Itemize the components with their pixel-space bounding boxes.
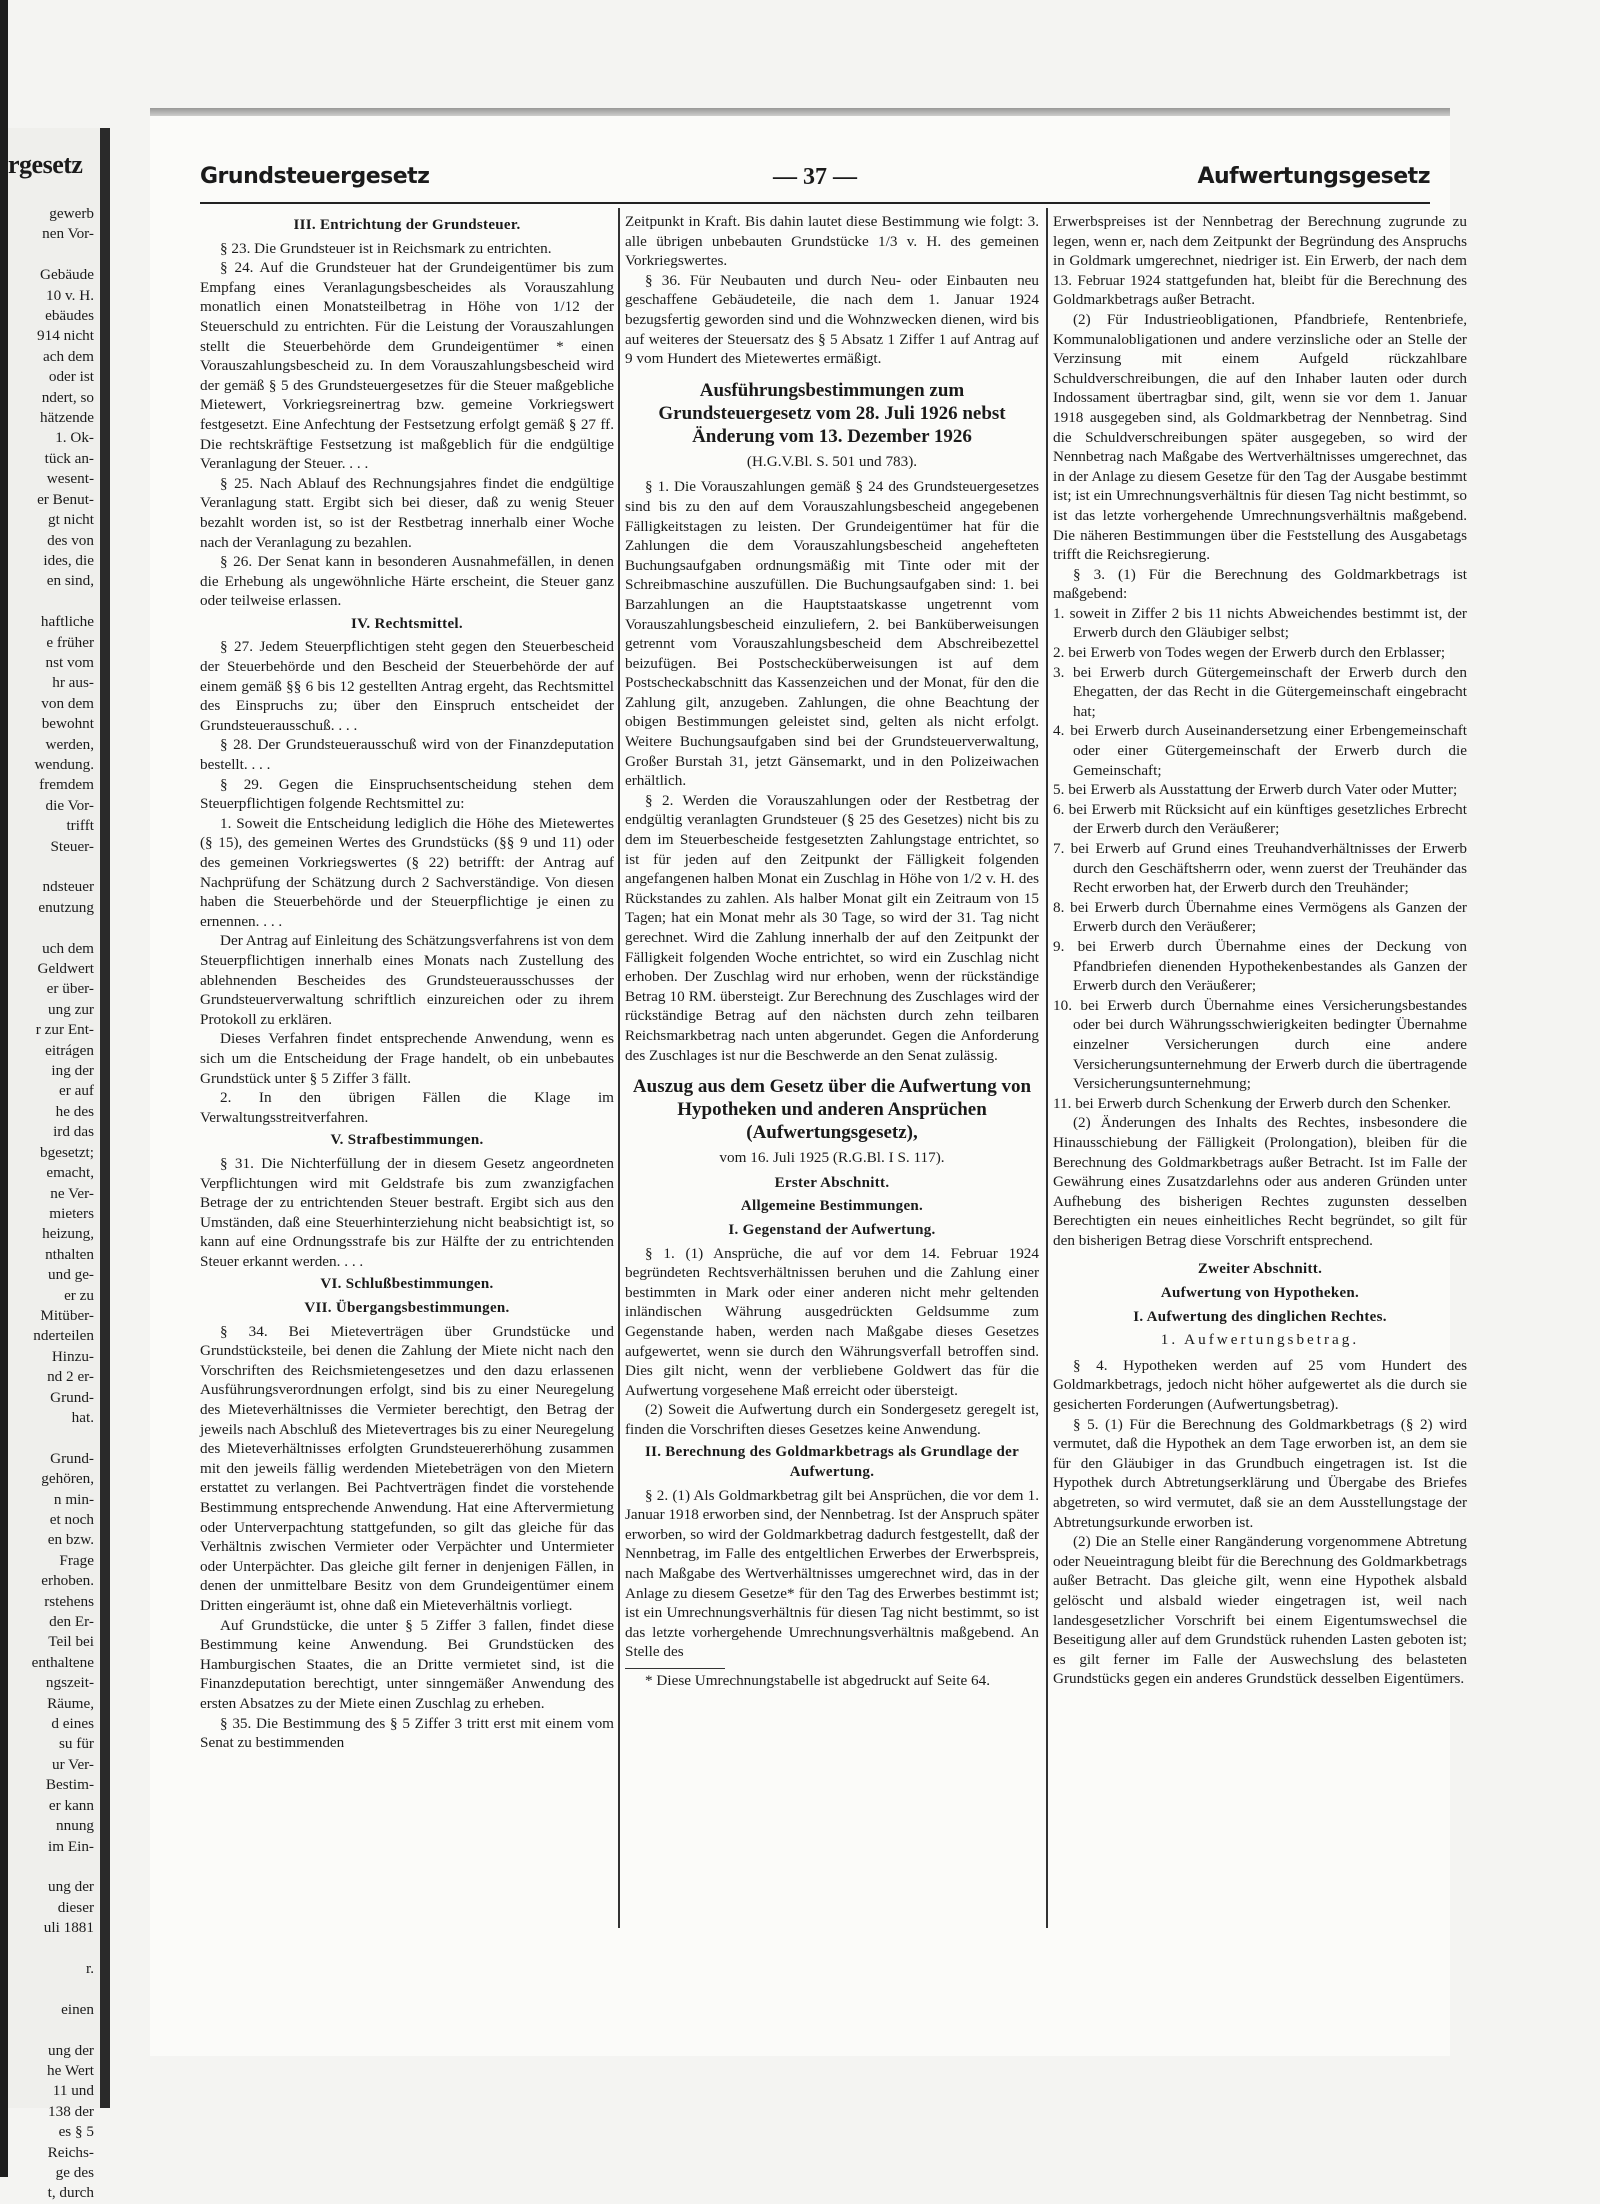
previous-page-line — [8, 1857, 94, 1877]
previous-page-line: tück an- — [44, 449, 94, 467]
previous-page-line: he des — [55, 1102, 94, 1120]
section-heading: Zweiter Abschnitt. — [1197, 1261, 1323, 1278]
previous-page-line: erhoben. — [41, 1572, 94, 1590]
previous-page-line: ngszeit- — [45, 1674, 94, 1692]
paragraph: § 2. Werden die Vorauszahlungen oder der Restbetrag der endgültig veranlagten Grundsteuer (§ 25 des Gesetzes) nicht bis zu dem im Steuerbescheide festgesetzten Zahlungstage entrichtet, so ist für jeden auf den Zeitpunkt der Fälligkeit folgenden angefangenen halben Monat ein Zuschlag in Höhe von 1/2 v. H. des Rückstandes zu zahlen. Als halber Monat gilt ein Zeitraum von 15 Tagen; hat ein Monat mehr als 30 Tage, so wird der 31. Tag nicht gerechnet. Wird die Zahlung innerhalb der auf den Zeitpunkt der Fälligkeit folgenden Woche entrichtet, so wird ein Zuschlag nicht erhoben. Der Zuschlag wird nur erhoben, wenn der rückständige Betrag 10 RM. übersteigt. Zur Berechnung des Zuschlages wird der rückständige Betrag auf den nächsten durch zehn teilbaren Reichsmarkbetrag nach unten abgerundet. Gegen die Anforderung des Zuschlages ist nur die Beschwerde an den Senat zulässig. — [625, 791, 1039, 1064]
section-heading: Erster Abschnitt. — [774, 1174, 890, 1191]
previous-page-line: mieters — [49, 1204, 94, 1222]
previous-page-line: et noch — [49, 1511, 94, 1528]
list-item: 1. soweit in Ziffer 2 bis 11 nichts Abweichendes bestimmt ist, der Erwerb durch den Gläubiger selbst; — [1053, 604, 1467, 642]
previous-page-line: en sind, — [46, 572, 94, 590]
previous-page-line: hätzende — [40, 409, 94, 427]
previous-page-line: emacht, — [46, 1164, 94, 1182]
previous-page-line: dieser — [57, 1898, 94, 1916]
previous-page-edge — [8, 128, 110, 2202]
previous-page-line: t, durch — [47, 2184, 94, 2202]
enumerated-list — [1053, 604, 1467, 1113]
section-heading: I. Aufwertung des dinglichen Rechtes. — [1133, 1308, 1387, 1325]
previous-page-line: Grund- — [50, 1388, 94, 1406]
column-1 — [200, 212, 614, 1753]
previous-page-line: nthalten — [45, 1245, 94, 1263]
previous-page-line: rstehens — [44, 1592, 94, 1610]
paragraph: (2) Soweit die Aufwertung durch ein Sondergesetz geregelt ist, finden die Vorschriften dieses Gesetzes keine Anwendung. — [625, 1401, 1039, 1438]
subsection-heading: 1. Aufwertungsbetrag. — [1160, 1331, 1360, 1349]
previous-page-line — [8, 1939, 94, 1959]
previous-page-line: heizung, — [42, 1225, 94, 1243]
previous-page-line: eitrágen — [45, 1041, 94, 1059]
paragraph: § 1. (1) Ansprüche, die auf vor dem 14. Februar 1924 begründeten Rechtsverhältnissen beruhen und die Zahlung einer bestimmten in Mark oder einer anderen nicht mehr geltenden inländischen Währung ausgedrückten Geldsumme zum Gegenstande haben, werden nach Maßgabe dieses Gesetzes aufgewertet, wenn sie durch den Währungsverfall betroffen sind. Dies gilt nicht, wenn der verbliebene Goldwert das für die Aufwertung vorgesehene Maß erreicht oder übersteigt. — [625, 1244, 1039, 1399]
paragraph: § 4. Hypotheken werden auf 25 vom Hundert des Goldmarkbetrags, jedoch nicht höher aufgewertet als die durch sie gesicherten Forderungen (Aufwertungsbetrag). — [1053, 1356, 1467, 1414]
previous-page-line: bewohnt — [41, 715, 94, 733]
previous-page-line: bgesetzt; — [40, 1143, 94, 1161]
paragraph: 2. In den übrigen Fällen die Klage im Verwaltungsstreitverfahren. — [200, 1089, 614, 1126]
paragraph: § 2. (1) Als Goldmarkbetrag gilt bei Ansprüchen, die vor dem 1. Januar 1918 erworben sind, der Nennbetrag. Ist der Anspruch später erworben, so wird der Goldmarkbetrag dadurch festgestellt, daß der Nennbetrag, im Falle des entgeltlichen Erwerbes der Erwerbspreis, nach Maßgabe des Wertverhältnisses umgerechnet wird, das in der Anlage zu diesem Gesetze* für den Tag des Erwerbes bestimmt ist; ist ein Umrechnungsverhältnis für diesen Tag nicht bestimmt, so ist das letzte vorhergehende Umrechnungsverhältnis maßgebend. An Stelle des — [625, 1486, 1039, 1661]
previous-page-line: 10 v. H. — [46, 286, 94, 304]
previous-page-line: ird das — [53, 1123, 94, 1141]
previous-page-line: gewerb — [49, 205, 94, 222]
previous-page-line: Reichs- — [47, 2143, 94, 2161]
previous-page-line: werden, — [45, 735, 94, 753]
column-rule — [1046, 208, 1048, 1928]
paragraph: 1. Soweit die Entscheidung lediglich die Höhe des Mietewertes (§ 15), des gemeinen Wertes des Grundstücks (§§ 9 und 11) oder des gemeinen Vorkriegswertes (§ 22) betrifft: der Antrag auf Nachprüfung der Schätzung durch 2 Sachverständige. Von diesen haben die Steuerbehörde und der Steuerpflichtige je einen zu ernennen. . . . — [200, 814, 614, 930]
previous-page-line: 11 und — [52, 2082, 94, 2100]
column-3 — [1053, 212, 1467, 1689]
page-number: — 37 — — [773, 164, 857, 190]
previous-page-line: nnung — [56, 1817, 94, 1835]
paragraph: § 34. Bei Mieteverträgen über Grundstücke und Grundstücksteile, bei denen die Zahlung der Miete nicht nach den Vorschriften des Reichsmietengesetzes und den dazu erlassenen Ausführungsverordnungen erfolgt, sind bis zu einer Neuregelung des Mieteverhältnisses die Vermieter berechtigt, den Betrag der jeweils nach Abschluß des Mietevertrages bis zu einer Neuregelung des Mieteverhältnisses erfolgten Grundsteuererhöhung zusammen mit den jeweils fällig werdenden Mietebeträgen von den Mietern erstattet zu verlangen. Bei Pachtverträgen findet die vorstehende Bestimmung entsprechende Anwendung. Hat eine Aftervermietung oder Unterverpachtung stattgefunden, so gilt das gleiche für das Verhältnis zwischen Vermieter oder Verpächter und Untermieter oder Unterpächter. Das gleiche gilt ferner in denjenigen Fällen, in denen der unmittelbare Besitz von dem Grundeigentümer einem Dritten eingeräumt ist, ohne daß ein Mieteverhältnis vorliegt. — [200, 1322, 614, 1614]
paragraph: (2) Die an Stelle einer Rangänderung vorgenommene Abtretung oder Neueintragung bleibt für die Berechnung des Goldmarkbetrags außer Betracht. Das gleiche gilt, wenn eine Hypothek alsbald gelöscht und alsbald wieder eingetragen ist, weil nach landesgesetzlicher Vorschrift bei einem Eigentumswechsel die Beseitigung aller auf dem Grundstück ruhenden Lasten geboten ist; es gilt ferner im Falle der Auswechslung des belasteten Grundstücks gegen ein anderes Grundstück desselben Eigentümers. — [1053, 1533, 1467, 1688]
previous-page-line — [8, 2020, 94, 2040]
previous-page-line: Gebäude — [40, 266, 94, 284]
running-head — [200, 164, 1430, 204]
paragraph: § 24. Auf die Grundsteuer hat der Grundeigentümer bis zum Empfang eines Veranlagungsbescheides als Vorauszahlung monatlich einen Monatsteilbetrag in Höhe von 1/12 der Steuerschuld zu entrichten. Für die Leistung der Vorauszahlungen stellt die Steuerbehörde dem Grundeigentümer * einen Vorauszahlungsbescheid zu. In dem Vorauszahlungsbescheid wird der gemäß § 5 des Grundsteuergesetzes für die Steuer maßgebliche Mietewert, Vorkriegsreinertrag bzw. gemeine Vorkriegswert festgesetzt. Eine Anfechtung der Festsetzung erfolgt gemäß § 27 ff. Die rechtskräftige Festsetzung ist maßgeblich für die endgültige Veranlagung der Steuer. . . . — [200, 259, 614, 473]
source-citation: (H.G.V.Bl. S. 501 und 783). — [746, 452, 918, 470]
paragraph: § 3. (1) Für die Berechnung des Goldmarkbetrags ist maßgebend: — [1053, 565, 1467, 603]
previous-page-line: er Benut- — [37, 490, 94, 508]
section-heading: V. Strafbestimmungen. — [330, 1132, 484, 1149]
section-heading: Aufwertung von Hypotheken. — [1160, 1285, 1360, 1302]
previous-page-line: ndsteuer — [42, 878, 94, 896]
list-item: 4. bei Erwerb durch Auseinandersetzung einer Erbengemeinschaft oder einer Gütergemeinschaft der Erwerb durch die Gemeinschaft; — [1053, 722, 1467, 779]
previous-page-line: hr aus- — [52, 674, 94, 692]
section-heading: VI. Schlußbestimmungen. — [320, 1276, 494, 1293]
section-title: Ausführungsbestimmungen zum Grundsteuergesetz vom 28. Juli 1926 nebst Änderung vom 13. Dezember 1926 — [658, 379, 1006, 447]
previous-page-line: Teil bei — [48, 1633, 94, 1651]
previous-page-line: he Wert — [47, 2061, 94, 2079]
list-item: 7. bei Erwerb auf Grund eines Treuhandverhältnisses der Erwerb durch den Geschäftsherrn oder, wenn zuerst der Treuhänder das Recht erworben hat, der Erwerb durch den Treuhänder; — [1053, 840, 1467, 897]
previous-page-line: Grund- — [50, 1449, 94, 1467]
previous-page-line — [8, 1428, 94, 1448]
previous-page-line: er auf — [59, 1082, 94, 1100]
previous-page-line: wendung. — [34, 755, 94, 773]
running-head-right: Aufwertungsgesetz — [1197, 164, 1430, 189]
previous-page-line: ur Ver- — [51, 1755, 94, 1773]
previous-page-line: n min- — [53, 1490, 94, 1508]
previous-page-line: Räume, — [47, 1694, 94, 1712]
paragraph: § 25. Nach Ablauf des Rechnungsjahres findet die endgültige Veranlagung statt. Ergibt sich bei dieser, daß zu wenig Steuer bezahlt worden ist, so ist der Restbetrag innerhalb einer Woche nach der Veranlagung zu bezahlen. — [200, 474, 614, 551]
paragraph: Der Antrag auf Einleitung des Schätzungsverfahrens ist von dem Steuerpflichtigen innerhalb eines Monats nach Zustellung des ablehnenden Bescheides des Grundsteuerausschusses der Grundsteuerverwaltung schriftlich einzureichen oder zu ihrem Protokoll zu erklären. — [200, 932, 614, 1028]
running-head-left: Grundsteuergesetz — [200, 164, 430, 189]
column-2 — [625, 212, 1039, 1691]
paragraph: Auf Grundstücke, die unter § 5 Ziffer 3 fallen, findet diese Bestimmung keine Anwendung. Bei Grundstücken des Hamburgischen Staates, die an Dritte vermietet sind, ist die Finanzdeputation berechtigt, unter sinngemäßer Anwendung des ersten Absatzes zu der Miete einen Zuschlag zu erheben. — [200, 1616, 614, 1712]
previous-page-line: Mitüber- — [40, 1306, 94, 1324]
previous-page-line — [8, 1979, 94, 1999]
paragraph: § 26. Der Senat kann in besonderen Ausnahmefällen, in denen die Erhebung als ungewöhnliche Härte erscheint, die Steuer ganz oder teilweise erlassen. — [200, 553, 614, 610]
paragraph: Zeitpunkt in Kraft. Bis dahin lautet diese Bestimmung wie folgt: 3. alle übrigen unbebauten Grundstücke 1/3 v. H. des gemeinen Vorkriegswertes. — [625, 213, 1039, 270]
previous-page-line: e früher — [46, 633, 94, 651]
section-heading: IV. Rechtsmittel. — [351, 615, 463, 632]
previous-page-line: die Vor- — [45, 796, 94, 814]
previous-page-line: d eines — [51, 1715, 94, 1733]
previous-page-line: Bestim- — [45, 1776, 94, 1794]
previous-page-line — [8, 857, 94, 877]
previous-page-line: Geldwert — [37, 960, 94, 978]
previous-page-line: ing der — [51, 1062, 94, 1080]
previous-page-line: ides, die — [43, 551, 94, 569]
section-heading: VII. Übergangsbestimmungen. — [304, 1300, 510, 1317]
list-item: 9. bei Erwerb durch Übernahme eines der Deckung von Pfandbriefen dienenden Hypothekenbestandes als Ganzen der Erwerb durch den Veräußerer; — [1053, 937, 1467, 995]
list-item: 10. bei Erwerb durch Übernahme eines Versicherungsbestandes oder bei durch Währungsschwierigkeiten bedingter Übernahme einzelner Versicherungen durch eine andere Versicherungsunternehmung der Erwerb durch die übertragende Versicherungsunternehmung; — [1053, 996, 1467, 1093]
previous-page-line: gt nicht — [48, 511, 94, 529]
list-item: 6. bei Erwerb mit Rücksicht auf ein künftiges gesetzliches Erbrecht der Erwerb durch den Veräußerer; — [1053, 800, 1467, 838]
scan-border — [0, 0, 8, 2177]
previous-page-line: trifft — [66, 817, 94, 835]
previous-page-line: er über- — [46, 980, 94, 998]
previous-page-line: einen — [61, 2000, 94, 2018]
previous-page-line: su für — [58, 1735, 94, 1753]
source-citation: vom 16. Juli 1925 (R.G.Bl. I S. 117). — [719, 1149, 945, 1167]
previous-page-line: Frage — [59, 1551, 94, 1569]
paragraph: § 1. Die Vorauszahlungen gemäß § 24 des Grundsteuergesetzes sind bis zu den auf dem Vorauszahlungsbescheid angegebenen Fälligkeitstagen zu leisten. Der Grundeigentümer hat für die Zahlungen die dem Vorauszahlungsbescheid angehefteten Buchungsaufgaben ordnungsmäßig mit Tinte oder mit der Schreibmaschine auszufüllen. Die Buchungsaufgaben sind: 1. bei Barzahlungen an die Hauptstaatskasse ungetrennt vom Vorauszahlungsbescheid einzuliefern, 2. bei Banküberweisungen getrennt vom Vorauszahlungsbescheid dem Abschreibezettel beizufügen. Bei Postschecküberweisungen ist auf dem Postscheckabschnitt das Kassenzeichen und der Monat, für den die Zahlung gilt, anzugeben. Zahlungen, die ohne Beachtung der obigen Bestimmungen geleistet sind, gelten als nicht erfolgt. Weitere Buchungsaufgaben sind bei der Grundsteuerverwaltung, Großer Burstah 31, jetzt Gänsemarkt, und in den Polizeiwachen erhältlich. — [625, 478, 1039, 790]
section-heading: III. Entrichtung der Grundsteuer. — [293, 217, 521, 233]
previous-page-line: haftliche — [40, 613, 94, 631]
previous-page-line: es § 5 — [58, 2123, 94, 2141]
list-item: 3. bei Erwerb durch Gütergemeinschaft der Erwerb durch den Ehegatten, der das Recht in die Gütergemeinschaft eingebracht hat; — [1053, 663, 1467, 720]
footnote-rule — [625, 1668, 725, 1669]
previous-page-line: ebäudes — [45, 307, 94, 325]
previous-page-line: gehören, — [41, 1470, 94, 1488]
previous-page-line: nst vom — [45, 653, 94, 671]
paragraph: (2) Für Industrieobligationen, Pfandbriefe, Rentenbriefe, Kommunalobligationen und andere verzinsliche oder an Stelle der Verzinsung mit einem Aufgeld rückzahlbare Schuldverschreibungen, die auf den Inhaber lauten oder durch Indossament übertragbar sind, gilt, wenn sie vor dem 1. Januar 1918 ausgegeben sind, als Goldmarkbetrag der Nennbetrag. Sind die Schuldverschreibungen später ausgegeben, so wird der Nennbetrag nach Maßgabe des Wertverhältnisses umgerechnet, das in der Anlage zu diesem Gesetze für den Tag der Ausgabe bestimmt ist; ist ein Umrechnungsverhältnis für diesen Tag nicht bestimmt, so ist das letzte vorhergehende Umrechnungsverhältnis maßgebend. Die näheren Bestimmungen über die Feststellung des Ausgabetags trifft die Reichsregierung. — [1053, 310, 1467, 564]
previous-page-line: wesent- — [46, 470, 94, 488]
paragraph: § 31. Die Nichterfüllung der in diesem Gesetz angeordneten Verpflichtungen wird mit Geldstrafe bis zum zwanzigfachen Betrage der zu entrichtenden Steuer bestraft. Ergibt sich aus den Umständen, daß eine Steuerhinterziehung nicht beabsichtigt ist, so kann auf eine Ordnungsstrafe bis zur Hälfte der zu entrichtenden Steuer erkannt werden. . . . — [200, 1154, 614, 1270]
previous-page-line: von dem — [41, 694, 94, 712]
document-page — [150, 116, 1467, 2056]
paragraph: § 27. Jedem Steuerpflichtigen steht gegen den Steuerbescheid der Steuerbehörde und den Bescheid der Steuerbehörde der auf einem gemäß §§ 6 bis 12 gestellten Antrag ergeht, das Rechtsmittel des Einspruchs zu; über den Einspruch entscheidet der Grundsteuerausschuß. . . . — [200, 638, 614, 734]
section-heading: I. Gegenstand der Aufwertung. — [728, 1221, 936, 1238]
header-rule — [200, 202, 1430, 204]
previous-page-line — [8, 245, 94, 265]
previous-page-line: uli 1881 — [43, 1919, 94, 1937]
column-rule — [618, 208, 620, 1928]
previous-page-line: 914 nicht — [37, 327, 94, 345]
previous-page-line: fremdem — [39, 776, 94, 794]
previous-page-line: Hinzu- — [51, 1347, 94, 1365]
footnote: * Diese Umrechnungstabelle ist abgedruckt auf Seite 64. — [645, 1672, 990, 1689]
previous-page-line: ach dem — [42, 347, 94, 365]
previous-page-line: r zur Ent- — [35, 1021, 94, 1039]
previous-page-line: hat. — [71, 1408, 94, 1426]
previous-page-line: en bzw. — [47, 1531, 94, 1549]
previous-page-line: nderteilen — [33, 1327, 94, 1345]
previous-page-line: ung der — [48, 2041, 94, 2059]
previous-page-line — [8, 592, 94, 612]
previous-page-line: ndert, so — [41, 388, 94, 406]
previous-page-header: rgesetz — [8, 150, 83, 179]
previous-page-line: im Ein- — [48, 1837, 94, 1855]
list-item: 11. bei Erwerb durch Schenkung der Erwerb durch den Schenker. — [1053, 1094, 1451, 1112]
previous-page-line: oder ist — [48, 368, 94, 386]
previous-page-line: enutzung — [38, 898, 94, 916]
previous-page-line: er zu — [64, 1286, 94, 1304]
list-item: 2. bei Erwerb von Todes wegen der Erwerb durch den Erblasser; — [1053, 644, 1446, 662]
paragraph: Erwerbspreises ist der Nennbetrag der Berechnung zugrunde zu legen, wenn er, nach dem Zeitpunkt der Begründung des Anspruchs in Goldmark umgerechnet, niedriger ist. Ein Erwerb, der nach dem 13. Februar 1924 stattgefunden hat, bleibt für die Berechnung des Goldmarkbetrags außer Betracht. — [1053, 213, 1467, 309]
previous-page-line: uch dem — [42, 939, 94, 957]
paragraph: § 5. (1) Für die Berechnung des Goldmarkbetrags (§ 2) wird vermutet, daß die Hypothek an dem Tage erworben ist, an dem sie für den Gläubiger in das Grundbuch eingetragen ist. Ist die Hypothek durch Abtretungserklärung und Übergabe des Briefes abgetreten, so wird vermutet, daß sie an dem Ausstellungstage der Abtretungsurkunde erworben ist. — [1053, 1415, 1467, 1531]
previous-page-line: des von — [47, 531, 94, 549]
list-item: 5. bei Erwerb als Ausstattung der Erwerb durch Vater oder Mutter; — [1053, 781, 1458, 799]
previous-page-line: ung zur — [48, 1000, 94, 1018]
previous-page-line: ung der — [48, 1878, 94, 1896]
previous-page-line: ne Ver- — [50, 1184, 94, 1202]
paragraph: § 28. Der Grundsteuerausschuß wird von der Finanzdeputation bestellt. . . . — [200, 736, 614, 774]
paragraph: (2) Änderungen des Inhalts des Rechtes, insbesondere die Hinausschiebung der Fälligkeit (Prolongation), bleiben für die Berechnung des Goldmarkbetrags außer Betracht. Ist im Falle der Gewährung eines Zusatzdarlehns oder aus anderen Gründen unter Aufhebung des bisherigen Rechtes zugunsten desselben Berechtigten ein neues einheitliches Recht begründet, so gilt für den bisherigen Betrag diese Vorschrift entsprechend. — [1053, 1114, 1467, 1249]
list-item: 8. bei Erwerb durch Übernahme eines Vermögens als Ganzen der Erwerb durch den Veräußerer; — [1053, 898, 1467, 936]
paragraph: § 35. Die Bestimmung des § 5 Ziffer 3 tritt erst mit einem vom Senat zu bestimmenden — [200, 1714, 614, 1752]
previous-page-line: den Er- — [49, 1613, 94, 1631]
previous-page-line — [8, 918, 94, 938]
previous-page-line: nen Vor- — [42, 225, 94, 243]
previous-page-line: und ge- — [48, 1266, 94, 1284]
previous-page-line: enthaltene — [31, 1653, 94, 1671]
section-heading: Allgemeine Bestimmungen. — [740, 1198, 924, 1215]
paragraph: § 23. Die Grundsteuer ist in Reichsmark zu entrichten. — [220, 239, 552, 257]
previous-page-line: 138 der — [48, 2102, 94, 2120]
paragraph: Dieses Verfahren findet entsprechende Anwendung, wenn es sich um die Entscheidung der Frage handelt, ob ein unbebautes Grundstück unter § 5 Ziffer 3 fällt. — [200, 1030, 614, 1087]
section-heading: II. Berechnung des Goldmarkbetrags als Grundlage der Aufwertung. — [644, 1444, 1020, 1481]
previous-page-line: ge des — [55, 2164, 94, 2181]
previous-page-line: er kann — [48, 1796, 94, 1814]
previous-page-line: nd 2 er- — [47, 1368, 94, 1386]
previous-page-line: 1. Ok- — [55, 429, 94, 447]
paragraph: § 36. Für Neubauten und durch Neu- oder Einbauten neu geschaffene Gebäudeteile, die nach dem 1. Januar 1924 bezugsfertig geworden sind und die Wohnzwecken dienen, wird bis auf weiteres der Steuersatz des § 5 Absatz 1 Ziffer 1 auf Antrag auf 9 vom Hundert des Mietewertes ermäßigt. — [625, 271, 1039, 368]
section-title: Auszug aus dem Gesetz über die Aufwertung von Hypotheken und anderen Ansprüchen (Aufwertungsgesetz), — [632, 1076, 1032, 1144]
previous-page-line: Steuer- — [50, 837, 94, 855]
paragraph: § 29. Gegen die Einspruchsentscheidung stehen dem Steuerpflichtigen folgende Rechtsmittel zu: — [200, 775, 614, 813]
previous-page-line: r. — [85, 1959, 94, 1977]
